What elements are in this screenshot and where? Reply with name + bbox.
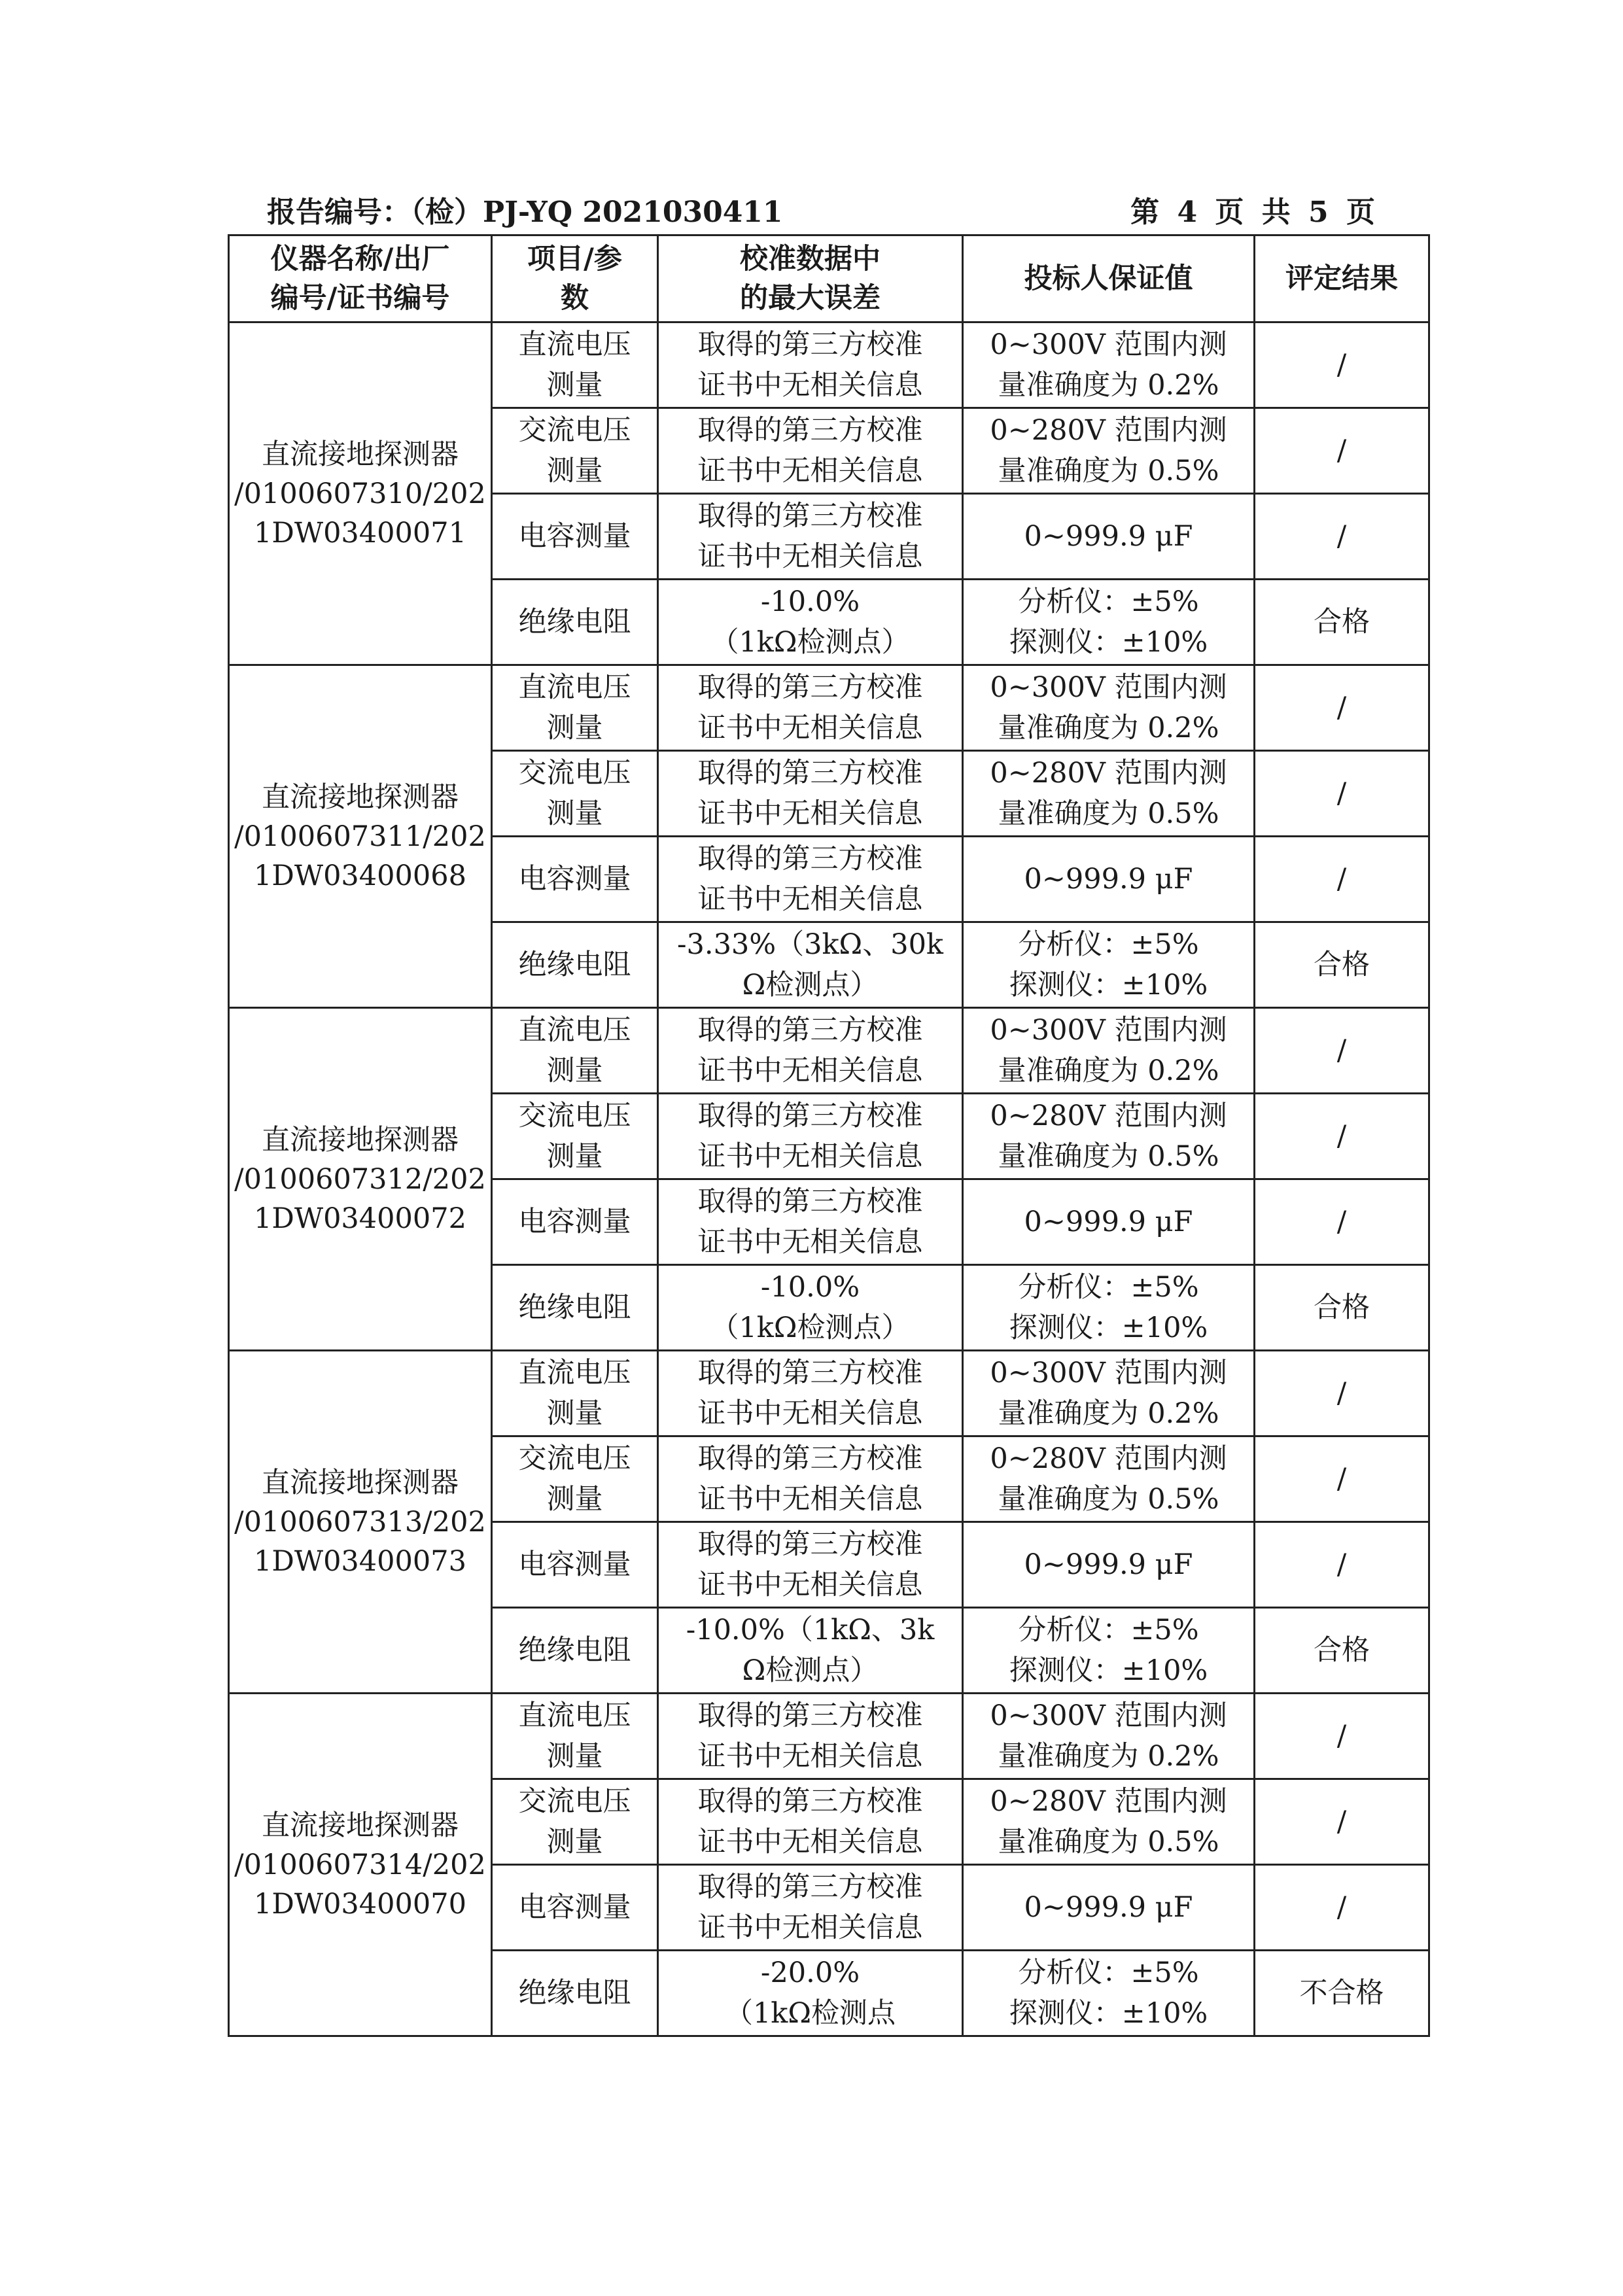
- guarantee-line: 0~999.9 μF: [1024, 1548, 1193, 1581]
- instrument-line: 直流接地探测器: [262, 780, 459, 814]
- result-cell: /: [1255, 1865, 1429, 1951]
- max-error-cell: [658, 1265, 963, 1351]
- item-line: 电容测量: [518, 1891, 631, 1924]
- item-cell: [492, 1865, 658, 1951]
- table-body: [229, 322, 1429, 2036]
- max-error-cell: [658, 1436, 963, 1522]
- table-row: [229, 1008, 1429, 1094]
- instrument-line: /0100607312/202: [234, 1162, 486, 1196]
- max-error-line: 证书中无相关信息: [697, 455, 923, 487]
- item-line: 测量: [546, 1483, 603, 1516]
- item-cell: [492, 1951, 658, 2036]
- max-error-line: 取得的第三方校准: [697, 1528, 923, 1561]
- instrument-line: 1DW03400068: [254, 859, 466, 892]
- guarantee-line: 0~999.9 μF: [1024, 1206, 1193, 1238]
- max-error-line: 证书中无相关信息: [697, 1054, 923, 1087]
- item-cell: [492, 751, 658, 837]
- result-cell: /: [1255, 837, 1429, 922]
- item-line: 测量: [546, 369, 603, 402]
- result-cell: /: [1255, 1694, 1429, 1779]
- table-row: [229, 665, 1429, 751]
- guarantee-cell: [963, 1865, 1255, 1951]
- table-header: [229, 235, 1429, 322]
- max-error-line: 取得的第三方校准: [697, 1357, 923, 1389]
- max-error-line: 证书中无相关信息: [697, 1483, 923, 1516]
- max-error-line: Ω检测点）: [742, 969, 879, 1001]
- item-cell: [492, 1694, 658, 1779]
- guarantee-line: 0~300V 范围内测: [990, 1014, 1227, 1047]
- guarantee-line: 探测仪：±10%: [1009, 626, 1208, 659]
- guarantee-line: 量准确度为 0.5%: [998, 1826, 1219, 1858]
- item-cell: [492, 1008, 658, 1094]
- max-error-line: 取得的第三方校准: [697, 843, 923, 875]
- item-cell: [492, 1179, 658, 1265]
- result-cell: /: [1255, 665, 1429, 751]
- max-error-cell: [658, 1179, 963, 1265]
- col-max-error-header-line: 的最大误差: [740, 282, 881, 315]
- col-item-header: [492, 235, 658, 322]
- result-cell: /: [1255, 322, 1429, 408]
- instrument-cell: [229, 322, 492, 665]
- max-error-cell: [658, 1522, 963, 1608]
- guarantee-cell: [963, 1522, 1255, 1608]
- max-error-cell: [658, 1865, 963, 1951]
- item-cell: [492, 665, 658, 751]
- col-guarantee-header: [963, 235, 1255, 322]
- guarantee-cell: [963, 1694, 1255, 1779]
- item-line: 直流电压: [518, 1699, 631, 1732]
- item-line: 测量: [546, 1054, 603, 1087]
- instrument-line: /0100607314/202: [234, 1848, 486, 1881]
- guarantee-line: 探测仪：±10%: [1009, 969, 1208, 1001]
- item-line: 测量: [546, 1740, 603, 1773]
- item-line: 电容测量: [518, 1206, 631, 1238]
- instrument-line: 直流接地探测器: [262, 438, 459, 471]
- guarantee-line: 0~300V 范围内测: [990, 1699, 1227, 1732]
- instrument-line: 直流接地探测器: [262, 1466, 459, 1499]
- item-line: 绝缘电阻: [518, 1634, 631, 1667]
- max-error-line: 证书中无相关信息: [697, 1397, 923, 1430]
- instrument-cell: [229, 1351, 492, 1694]
- max-error-cell: [658, 580, 963, 665]
- max-error-line: 取得的第三方校准: [697, 757, 923, 790]
- instrument-line: /0100607310/202: [234, 477, 486, 510]
- max-error-line: 证书中无相关信息: [697, 540, 923, 573]
- max-error-line: 取得的第三方校准: [697, 1699, 923, 1732]
- col-instrument-header-line: 编号/证书编号: [270, 282, 450, 315]
- header-row: [229, 235, 1429, 322]
- guarantee-cell: [963, 580, 1255, 665]
- guarantee-cell: [963, 1179, 1255, 1265]
- item-line: 测量: [546, 1826, 603, 1858]
- page-header: [267, 182, 1379, 232]
- max-error-line: 证书中无相关信息: [697, 1740, 923, 1773]
- report-number: 报告编号：（检）PJ-YQ 2021030411: [267, 196, 783, 229]
- table-row: [229, 1694, 1429, 1779]
- guarantee-line: 探测仪：±10%: [1009, 1997, 1208, 2030]
- result-cell: /: [1255, 1094, 1429, 1179]
- item-line: 电容测量: [518, 1548, 631, 1581]
- max-error-line: -3.33%（3kΩ、30k: [677, 928, 943, 961]
- guarantee-line: 0~300V 范围内测: [990, 328, 1227, 361]
- guarantee-cell: [963, 751, 1255, 837]
- max-error-line: 取得的第三方校准: [697, 1014, 923, 1047]
- max-error-cell: [658, 751, 963, 837]
- guarantee-line: 分析仪：±5%: [1018, 1271, 1199, 1304]
- guarantee-line: 量准确度为 0.2%: [998, 1054, 1219, 1087]
- max-error-cell: [658, 1951, 963, 2036]
- instrument-cell: [229, 1008, 492, 1351]
- instrument-line: 直流接地探测器: [262, 1809, 459, 1842]
- max-error-line: 取得的第三方校准: [697, 671, 923, 704]
- max-error-line: 证书中无相关信息: [697, 369, 923, 402]
- max-error-line: （1kΩ检测点）: [710, 626, 910, 659]
- max-error-cell: [658, 1608, 963, 1694]
- result-cell: /: [1255, 1436, 1429, 1522]
- max-error-line: 取得的第三方校准: [697, 328, 923, 361]
- guarantee-line: 探测仪：±10%: [1009, 1312, 1208, 1344]
- guarantee-line: 量准确度为 0.5%: [998, 455, 1219, 487]
- max-error-line: -10.0%（1kΩ、3k: [686, 1614, 935, 1646]
- guarantee-line: 分析仪：±5%: [1018, 585, 1199, 618]
- max-error-cell: [658, 1008, 963, 1094]
- instrument-line: 1DW03400070: [254, 1887, 466, 1921]
- guarantee-line: 分析仪：±5%: [1018, 1957, 1199, 1989]
- instrument-cell: [229, 665, 492, 1008]
- col-max-error-header: [658, 235, 963, 322]
- guarantee-line: 0~999.9 μF: [1024, 520, 1193, 553]
- item-line: 直流电压: [518, 1357, 631, 1389]
- max-error-cell: [658, 322, 963, 408]
- guarantee-line: 量准确度为 0.2%: [998, 1740, 1219, 1773]
- item-line: 电容测量: [518, 520, 631, 553]
- instrument-line: 1DW03400073: [254, 1544, 466, 1578]
- item-cell: [492, 922, 658, 1008]
- max-error-line: 取得的第三方校准: [697, 1442, 923, 1475]
- max-error-line: 取得的第三方校准: [697, 414, 923, 447]
- guarantee-line: 0~280V 范围内测: [990, 1442, 1227, 1475]
- max-error-line: 取得的第三方校准: [697, 1871, 923, 1904]
- guarantee-line: 0~280V 范围内测: [990, 757, 1227, 790]
- item-cell: [492, 1094, 658, 1179]
- max-error-cell: [658, 494, 963, 580]
- item-cell: [492, 1608, 658, 1694]
- result-cell: /: [1255, 1779, 1429, 1865]
- item-cell: [492, 1351, 658, 1436]
- guarantee-line: 分析仪：±5%: [1018, 928, 1199, 961]
- col-instrument-header: [229, 235, 492, 322]
- result-cell: /: [1255, 1522, 1429, 1608]
- guarantee-line: 0~999.9 μF: [1024, 863, 1193, 896]
- guarantee-cell: [963, 322, 1255, 408]
- instrument-cell: [229, 1694, 492, 2036]
- max-error-line: -20.0%: [760, 1957, 860, 1989]
- item-line: 测量: [546, 797, 603, 830]
- max-error-line: 证书中无相关信息: [697, 883, 923, 916]
- max-error-cell: [658, 837, 963, 922]
- item-line: 绝缘电阻: [518, 1977, 631, 2009]
- item-line: 测量: [546, 455, 603, 487]
- max-error-line: （1kΩ检测点: [724, 1997, 896, 2030]
- max-error-line: 取得的第三方校准: [697, 500, 923, 532]
- result-cell: 合格: [1255, 1608, 1429, 1694]
- item-line: 交流电压: [518, 1442, 631, 1475]
- item-line: 电容测量: [518, 863, 631, 896]
- max-error-cell: [658, 665, 963, 751]
- result-cell: /: [1255, 1179, 1429, 1265]
- result-cell: /: [1255, 751, 1429, 837]
- max-error-cell: [658, 922, 963, 1008]
- guarantee-line: 分析仪：±5%: [1018, 1614, 1199, 1646]
- guarantee-line: 0~280V 范围内测: [990, 414, 1227, 447]
- result-cell: /: [1255, 408, 1429, 494]
- item-line: 直流电压: [518, 671, 631, 704]
- max-error-line: 取得的第三方校准: [697, 1100, 923, 1132]
- item-line: 直流电压: [518, 328, 631, 361]
- max-error-line: Ω检测点）: [742, 1654, 879, 1687]
- guarantee-cell: [963, 665, 1255, 751]
- result-cell: 合格: [1255, 580, 1429, 665]
- instrument-line: 直流接地探测器: [262, 1123, 459, 1157]
- guarantee-cell: [963, 1094, 1255, 1179]
- max-error-cell: [658, 1351, 963, 1436]
- guarantee-cell: [963, 494, 1255, 580]
- result-cell: /: [1255, 1351, 1429, 1436]
- item-cell: [492, 1779, 658, 1865]
- max-error-line: 取得的第三方校准: [697, 1185, 923, 1218]
- guarantee-line: 量准确度为 0.5%: [998, 1483, 1219, 1516]
- item-cell: [492, 1522, 658, 1608]
- guarantee-line: 0~300V 范围内测: [990, 1357, 1227, 1389]
- guarantee-cell: [963, 408, 1255, 494]
- instrument-line: /0100607311/202: [234, 820, 486, 853]
- max-error-line: 证书中无相关信息: [697, 1911, 923, 1944]
- guarantee-cell: [963, 922, 1255, 1008]
- guarantee-line: 量准确度为 0.2%: [998, 712, 1219, 744]
- item-cell: [492, 408, 658, 494]
- max-error-line: （1kΩ检测点）: [710, 1312, 910, 1344]
- col-result-header: [1255, 235, 1429, 322]
- item-line: 测量: [546, 1397, 603, 1430]
- max-error-line: 证书中无相关信息: [697, 1826, 923, 1858]
- result-cell: 合格: [1255, 922, 1429, 1008]
- guarantee-cell: [963, 1008, 1255, 1094]
- max-error-line: 取得的第三方校准: [697, 1785, 923, 1818]
- item-line: 测量: [546, 1140, 603, 1173]
- item-cell: [492, 494, 658, 580]
- col-result-header-line: 评定结果: [1285, 262, 1398, 295]
- result-cell: 合格: [1255, 1265, 1429, 1351]
- item-line: 测量: [546, 712, 603, 744]
- guarantee-line: 量准确度为 0.2%: [998, 1397, 1219, 1430]
- max-error-line: 证书中无相关信息: [697, 712, 923, 744]
- guarantee-cell: [963, 1608, 1255, 1694]
- item-line: 交流电压: [518, 1785, 631, 1818]
- col-item-header-line: 项目/参: [527, 243, 622, 275]
- max-error-line: 证书中无相关信息: [697, 1226, 923, 1259]
- item-line: 交流电压: [518, 414, 631, 447]
- max-error-line: 证书中无相关信息: [697, 1569, 923, 1601]
- result-cell: 不合格: [1255, 1951, 1429, 2036]
- calibration-results-table: [228, 234, 1430, 2037]
- col-guarantee-header-line: 投标人保证值: [1024, 262, 1193, 295]
- guarantee-cell: [963, 837, 1255, 922]
- max-error-line: -10.0%: [760, 585, 860, 618]
- item-cell: [492, 1265, 658, 1351]
- max-error-line: -10.0%: [760, 1271, 860, 1304]
- guarantee-cell: [963, 1951, 1255, 2036]
- instrument-line: /0100607313/202: [234, 1505, 486, 1539]
- guarantee-line: 量准确度为 0.5%: [998, 797, 1219, 830]
- guarantee-line: 0~280V 范围内测: [990, 1100, 1227, 1132]
- item-line: 绝缘电阻: [518, 606, 631, 638]
- item-cell: [492, 837, 658, 922]
- guarantee-line: 0~300V 范围内测: [990, 671, 1227, 704]
- max-error-line: 证书中无相关信息: [697, 1140, 923, 1173]
- item-line: 交流电压: [518, 1100, 631, 1132]
- item-cell: [492, 580, 658, 665]
- item-line: 直流电压: [518, 1014, 631, 1047]
- col-item-header-line: 数: [561, 282, 589, 315]
- table-row: [229, 1351, 1429, 1436]
- item-line: 绝缘电阻: [518, 948, 631, 981]
- item-cell: [492, 322, 658, 408]
- guarantee-cell: [963, 1436, 1255, 1522]
- result-cell: /: [1255, 1008, 1429, 1094]
- max-error-cell: [658, 1694, 963, 1779]
- col-max-error-header-line: 校准数据中: [740, 243, 881, 275]
- max-error-cell: [658, 1779, 963, 1865]
- guarantee-line: 0~999.9 μF: [1024, 1891, 1193, 1924]
- guarantee-cell: [963, 1779, 1255, 1865]
- instrument-line: 1DW03400072: [254, 1202, 466, 1235]
- item-line: 交流电压: [518, 757, 631, 790]
- guarantee-cell: [963, 1351, 1255, 1436]
- guarantee-line: 0~280V 范围内测: [990, 1785, 1227, 1818]
- item-cell: [492, 1436, 658, 1522]
- col-instrument-header-line: 仪器名称/出厂: [270, 243, 450, 275]
- page-number: 第 4 页 共 5 页: [1130, 196, 1379, 229]
- max-error-line: 证书中无相关信息: [697, 797, 923, 830]
- table-row: [229, 322, 1429, 408]
- guarantee-line: 量准确度为 0.2%: [998, 369, 1219, 402]
- guarantee-cell: [963, 1265, 1255, 1351]
- max-error-cell: [658, 408, 963, 494]
- item-line: 绝缘电阻: [518, 1291, 631, 1324]
- max-error-cell: [658, 1094, 963, 1179]
- result-cell: /: [1255, 494, 1429, 580]
- guarantee-line: 探测仪：±10%: [1009, 1654, 1208, 1687]
- instrument-line: 1DW03400071: [254, 516, 466, 549]
- guarantee-line: 量准确度为 0.5%: [998, 1140, 1219, 1173]
